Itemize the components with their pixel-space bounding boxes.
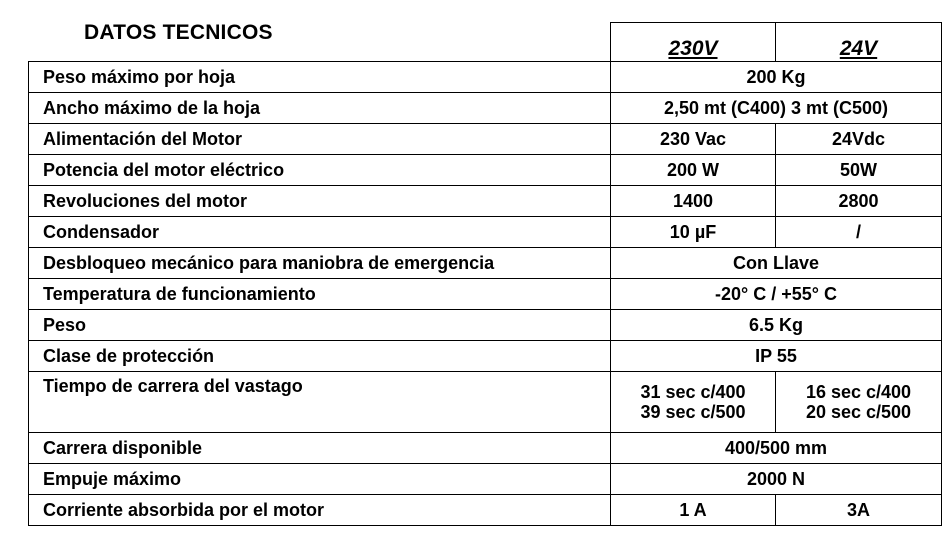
value-line: 31 sec c/400 [640,382,746,402]
row-value-230v: 1 A [611,495,776,526]
table-row [29,310,942,341]
row-value-24v [776,372,942,433]
row-value: -20° C / +55° C [611,279,942,310]
table-row [29,186,942,217]
row-label: Potencia del motor eléctrico [29,155,611,186]
row-label: Temperatura de funcionamiento [29,279,611,310]
row-value-230v: 10 µF [611,217,776,248]
column-header-230v: 230V [611,23,776,62]
row-value: Con Llave [611,248,942,279]
table-row [29,464,942,495]
row-value-24v: 24Vdc [776,124,942,155]
column-header-24v: 24V [776,23,942,62]
row-label: Revoluciones del motor [29,186,611,217]
row-label: Alimentación del Motor [29,124,611,155]
row-value: 2000 N [611,464,942,495]
row-value-230v: 230 Vac [611,124,776,155]
row-label: Ancho máximo de la hoja [29,93,611,124]
value-line: 20 sec c/500 [805,402,912,422]
row-label: Carrera disponible [29,433,611,464]
row-label: Empuje máximo [29,464,611,495]
value-line: 39 sec c/500 [640,402,746,422]
row-value-230v: 200 W [611,155,776,186]
table-row [29,217,942,248]
row-label: Clase de protección [29,341,611,372]
row-label: Tiempo de carrera del vastago [29,372,611,433]
table-row [29,495,942,526]
row-value-230v: 1400 [611,186,776,217]
row-value: 400/500 mm [611,433,942,464]
table-row [29,124,942,155]
table-row [29,93,942,124]
table-row [29,372,942,433]
table-row [29,248,942,279]
table-row [29,433,942,464]
table-row [29,62,942,93]
page-title: DATOS TECNICOS [84,21,273,44]
header-blank-cell [29,23,611,62]
row-label: Condensador [29,217,611,248]
row-label: Corriente absorbida por el motor [29,495,611,526]
row-value-24v: 3A [776,495,942,526]
table-row [29,279,942,310]
value-line: 16 sec c/400 [805,382,912,402]
row-value-24v: / [776,217,942,248]
specs-table [28,22,942,526]
row-label: Desbloqueo mecánico para maniobra de emergencia [29,248,611,279]
header-row [29,23,942,62]
row-label: Peso máximo por hoja [29,62,611,93]
row-value-24v: 2800 [776,186,942,217]
row-value-230v [611,372,776,433]
table-row [29,341,942,372]
table-row [29,155,942,186]
row-value: IP 55 [611,341,942,372]
row-value-24v: 50W [776,155,942,186]
row-value: 200 Kg [611,62,942,93]
row-value: 2,50 mt (C400) 3 mt (C500) [611,93,942,124]
row-value: 6.5 Kg [611,310,942,341]
row-label: Peso [29,310,611,341]
